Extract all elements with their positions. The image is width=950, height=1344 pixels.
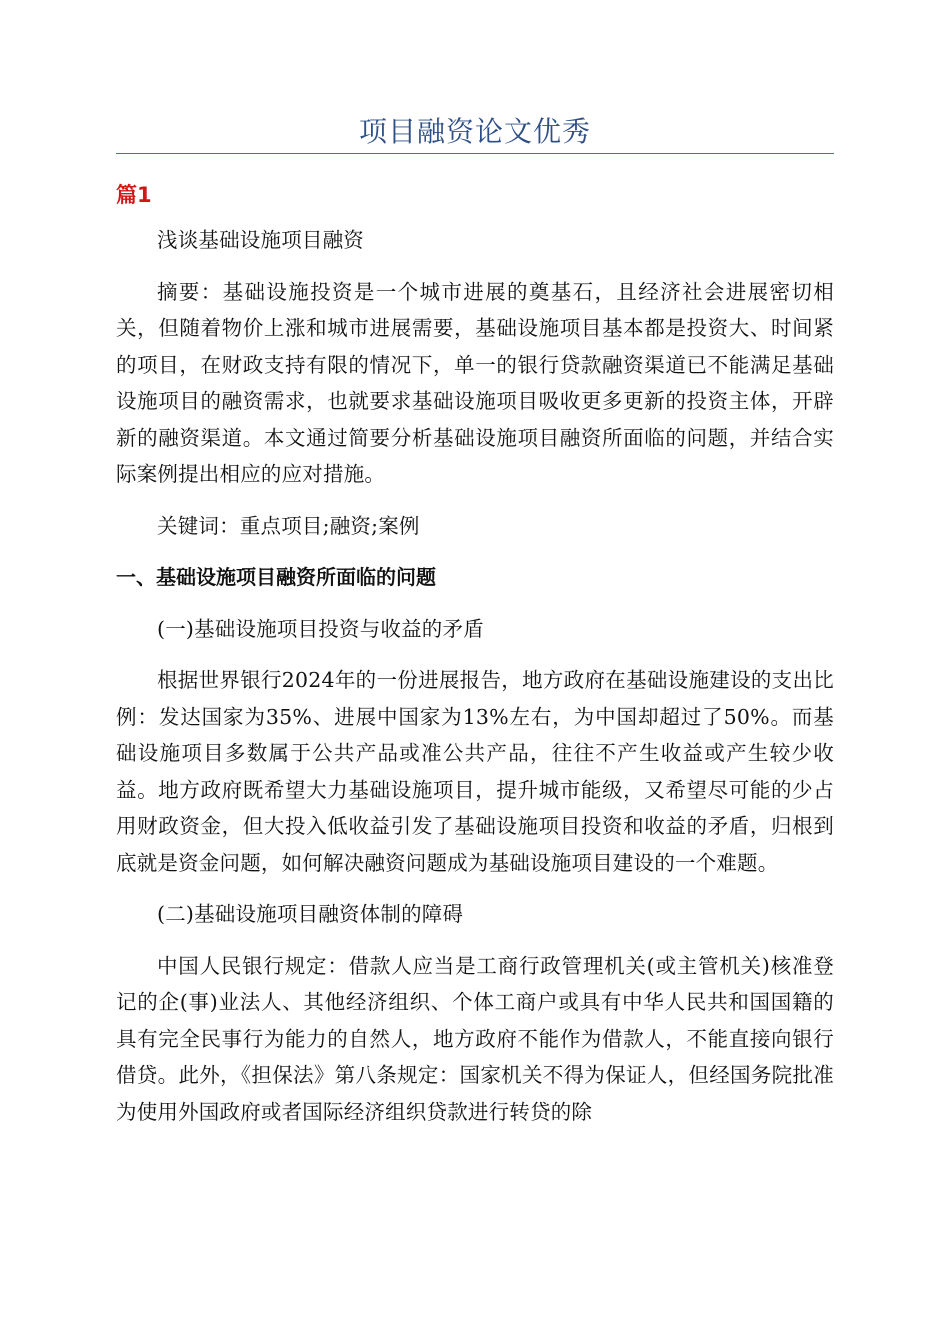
title-underline xyxy=(116,153,834,154)
document-title: 项目融资论文优秀 xyxy=(358,115,591,148)
body-paragraph: 根据世界银行2024年的一份进展报告，地方政府在基础设施建设的支出比例：发达国家为35%、进展中国家为13%左右，为中国却超过了50%。而基础设施项目多数属于公共产品或准公共产品，往往不产生收益或产生较少收益。地方政府既希望大力基础设施项目，提升城市能级，又希望尽可能的少占用财政资金，但大投入低收益引发了基础设施项目投资和收益的矛盾，归根到底就是资金问题，如何解决融资问题成为基础设施项目建设的一个难题。 xyxy=(116,668,834,875)
article-title: 浅谈基础设施项目融资 xyxy=(157,228,364,252)
subsection-heading: (二)基础设施项目融资体制的障碍 xyxy=(157,902,464,926)
body-paragraph: 中国人民银行规定：借款人应当是工商行政管理机关(或主管机关)核准登记的企(事)业法人、其他经济组织、个体工商户或具有中华人民共和国国籍的具有完全民事行为能力的自然人，地方政府不能作为借款人，不能直接向银行借贷。此外，《担保法》第八条规定：国家机关不得为保证人，但经国务院批准为使用外国政府或者国际经济组织贷款进行转贷的除 xyxy=(116,953,834,1124)
subsection-heading: (一)基础设施项目投资与收益的矛盾 xyxy=(157,616,484,641)
document-body xyxy=(116,222,834,1145)
keywords-paragraph: 关键词：重点项目;融资;案例 xyxy=(157,513,420,538)
part-label: 篇1 xyxy=(116,183,152,207)
abstract-paragraph: 摘要：基础设施投资是一个城市进展的奠基石，且经济社会进展密切相关，但随着物价上涨和城市进展需要，基础设施项目基本都是投资大、时间紧的项目，在财政支持有限的情况下，单一的银行贷款融资渠道已不能满足基础设施项目的融资需求，也就要求基础设施项目吸收更多更新的投资主体，开辟新的融资渠道。本文通过简要分析基础设施项目融资所面临的问题，并结合实际案例提出相应的应对措施。 xyxy=(116,279,834,486)
section-heading: 一、基础设施项目融资所面临的问题 xyxy=(116,565,436,589)
